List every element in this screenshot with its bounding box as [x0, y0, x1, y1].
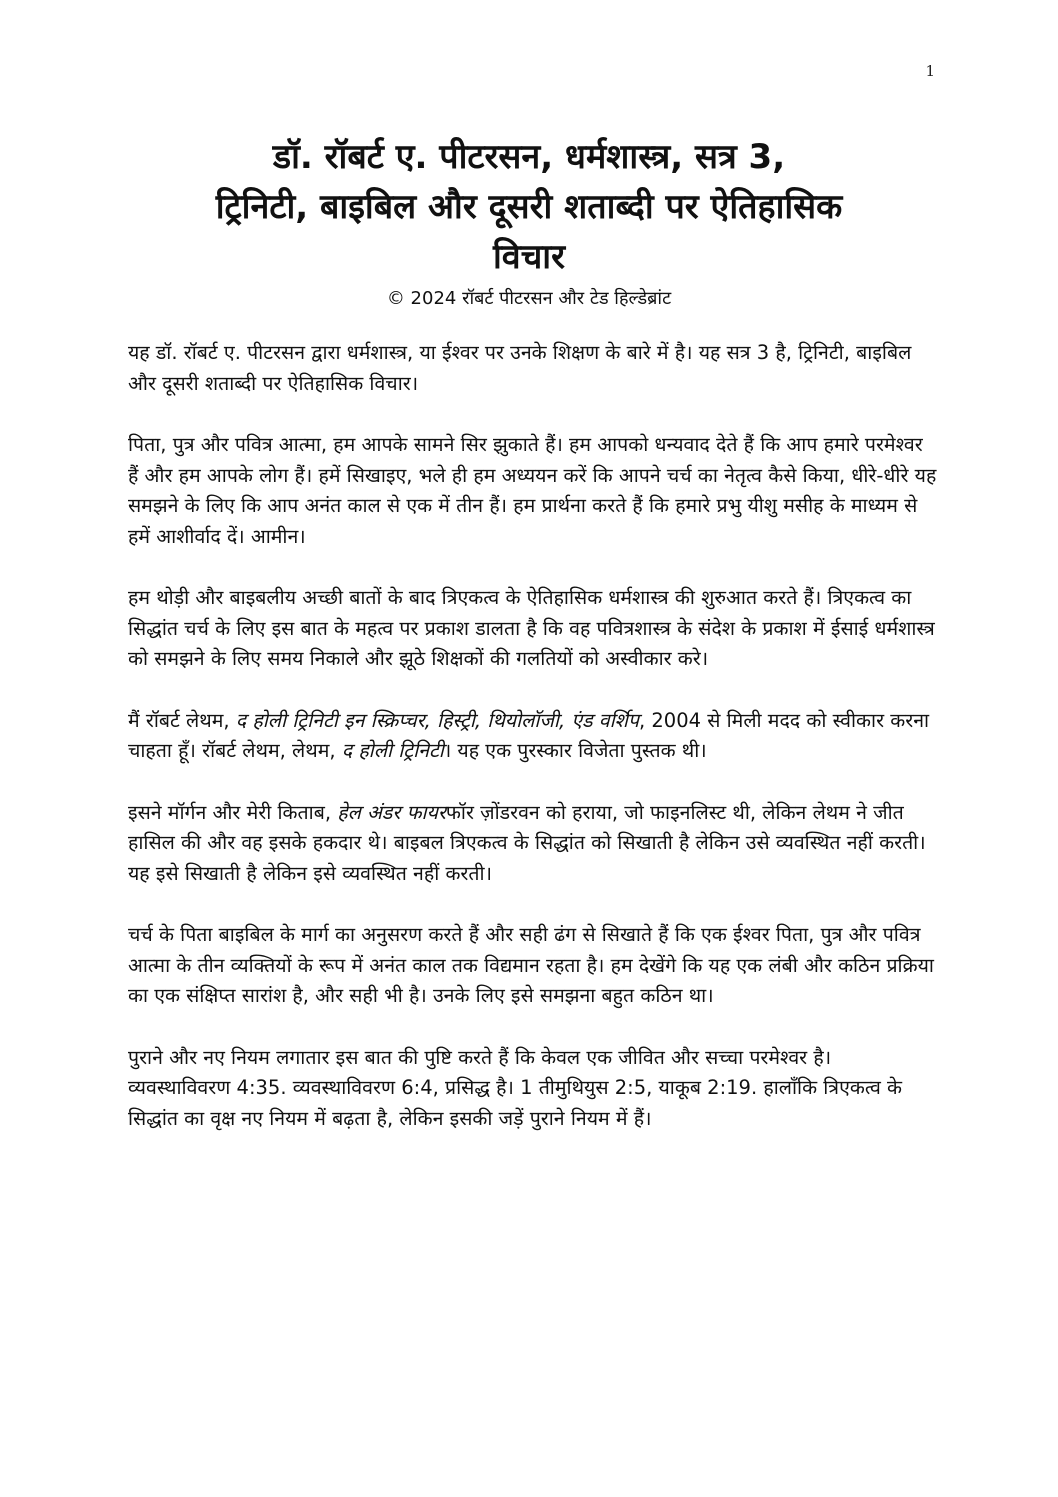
paragraph-4-text-c: , 2004 से मिली मदद को स्वीकार करना चाहता हूँ। रॉबर्ट लेथम, लेथम,: [128, 708, 930, 762]
paragraph-4: [128, 706, 938, 767]
paragraph-4-text-a: मैं रॉबर्ट लेथम,: [128, 708, 236, 732]
paragraph-1: यह डॉ. रॉबर्ट ए. पीटरसन द्वारा धर्मशास्त्र, या ईश्वर पर उनके शिक्षण के बारे में है। यह सत्र 3 है, ट्रिनिटी, बाइबिल और दूसरी शताब्दी पर ऐतिहासिक विचार।: [128, 341, 912, 395]
book-title-hell-under-fire: हेल अंडर फायर: [337, 800, 446, 824]
book-title-short: द होली ट्रिनिटी: [341, 739, 444, 762]
paragraph-3: हम थोड़ी और बाइबलीय अच्छी बातों के बाद त्रिएकत्व के ऐतिहासिक धर्मशास्त्र की शुरुआत करते हैं। त्रिएकत्व का सिद्धांत चर्च के लिए इस बात के महत्व पर प्रकाश डालता है कि वह पवित्रशास्त्र के संदेश के प्रकाश में ईसाई धर्मशास्त्र को समझने के लिए समय निकाले और झूठे शिक्षकों की गलतियों को अस्वीकार करे।: [128, 586, 935, 670]
paragraph-4-text-e: । यह एक पुरस्कार विजेता पुस्तक थी।: [443, 739, 707, 762]
paragraph-5-text-a: इसने मॉर्गन और मेरी किताब,: [128, 800, 338, 824]
paragraph-2: पिता, पुत्र और पवित्र आत्मा, हम आपके सामने सिर झुकाते हैं। हम आपको धन्यवाद देते हैं कि आप हमारे परमेश्वर हैं और हम आपके लोग हैं। हमें सिखाइए, भले ही हम अध्ययन करें कि आपने चर्च का नेतृत्व कैसे किया, धीरे-धीरे यह समझने के लिए कि आप अनंत काल से एक में तीन हैं। हम प्रार्थना करते हैं कि हमारे प्रभु यीशु मसीह के माध्यम से हमें आशीर्वाद दें। आमीन।: [128, 433, 937, 548]
title-line-1: डॉ. रॉबर्ट ए. पीटरसन, धर्मशास्त्र, सत्र 3,: [272, 137, 786, 177]
title-line-2: ट्रिनिटी, बाइबिल और दूसरी शताब्दी पर ऐतिहासिक: [215, 187, 843, 227]
title-line-3: विचार: [492, 237, 565, 277]
paragraph-6: चर्च के पिता बाइबिल के मार्ग का अनुसरण करते हैं और सही ढंग से सिखाते हैं कि एक ईश्वर पिता, पुत्र और पवित्र आत्मा के तीन व्यक्तियों के रूप में अनंत काल तक विद्यमान रहता है। हम देखेंगे कि यह एक लंबी और कठिन प्रक्रिया का एक संक्षिप्त सारांश है, और सही भी है। उनके लिए इसे समझना बहुत कठिन था।: [128, 923, 934, 1007]
paragraph-5-text-c: फॉर ज़ोंडरवन को हराया, जो फाइनलिस्ट थी, लेकिन लेथम ने जीत हासिल की और वह इसके हकदार थे। बाइबल त्रिएकत्व के सिद्धांत को सिखाती है लेकिन उसे व्यवस्थित नहीं करती। यह इसे सिखाती है लेकिन इसे व्यवस्थित नहीं करती।: [128, 800, 926, 885]
document-title: [110, 132, 948, 282]
copyright-notice: © 2024 रॉबर्ट पीटरसन और टेड हिल्डेब्रांट: [386, 288, 672, 309]
paragraph-5: [128, 798, 938, 890]
paragraph-7: पुराने और नए नियम लगातार इस बात की पुष्टि करते हैं कि केवल एक जीवित और सच्चा परमेश्वर है। व्यवस्थाविवरण 4:35. व्यवस्थाविवरण 6:4, प्रसिद्ध है। 1 तीमुथियुस 2:5, याकूब 2:19. हालाँकि त्रिएकत्व के सिद्धांत का वृक्ष नए नियम में बढ़ता है, लेकिन इसकी जड़ें पुराने नियम में हैं।: [128, 1045, 903, 1130]
title-block: [110, 132, 948, 312]
document-body: [128, 338, 938, 1165]
page-number: 1: [925, 62, 935, 80]
book-title-full: द होली ट्रिनिटी इन स्क्रिप्चर, हिस्ट्री, थियोलॉजी, एंड वर्शिप: [235, 708, 639, 732]
